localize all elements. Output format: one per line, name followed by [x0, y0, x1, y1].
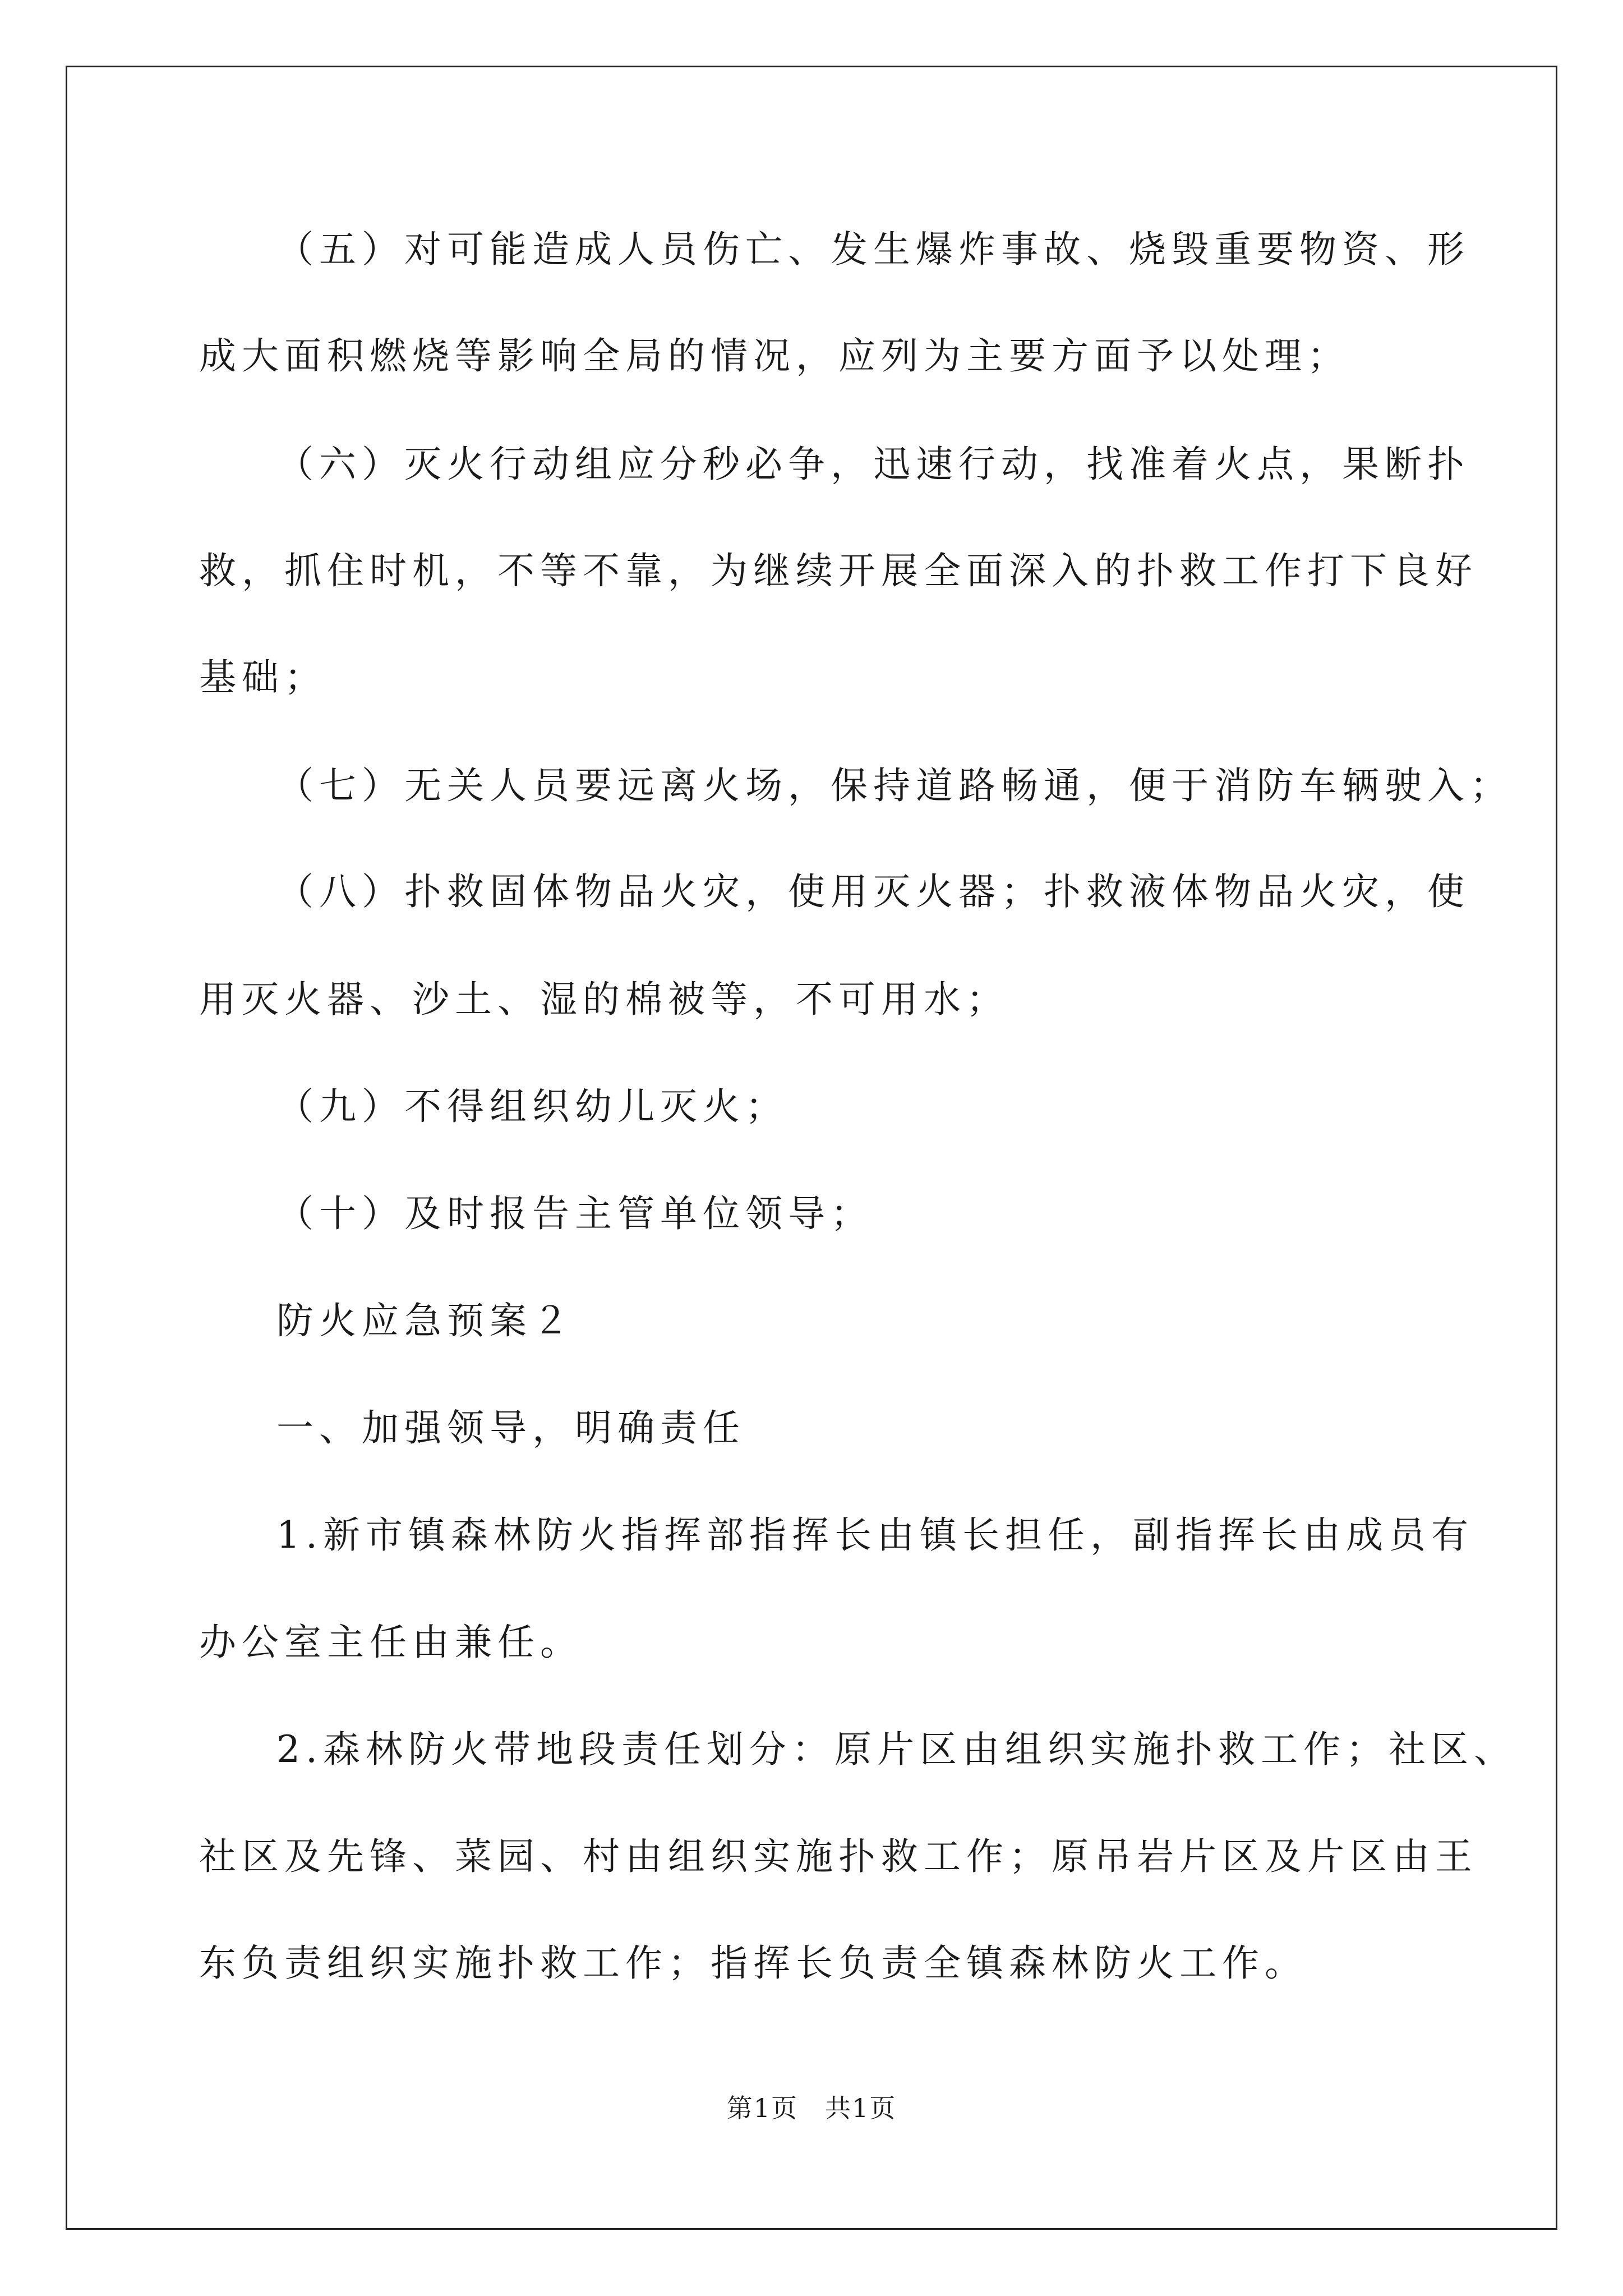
paragraph-line: 救，抓住时机，不等不靠，为继续开展全面深入的扑救工作打下良好 — [199, 549, 1478, 592]
page-footer: 第1页 共1页 — [726, 2093, 897, 2123]
paragraph-line: （八）扑救固体物品火灾，使用灭火器；扑救液体物品火灾，使 — [276, 870, 1470, 913]
page-border — [66, 66, 1557, 2230]
paragraph-line: 基础； — [199, 656, 327, 699]
paragraph-line: 2.森林防火带地段责任划分：原片区由组织实施扑救工作；社区、 — [276, 1728, 1516, 1771]
paragraph-line: 社区及先锋、菜园、村由组织实施扑救工作；原吊岩片区及片区由王 — [199, 1835, 1478, 1878]
paragraph-line: （七）无关人员要远离火场，保持道路畅通，便于消防车辆驶入； — [276, 764, 1513, 807]
paragraph-line: 成大面积燃烧等影响全局的情况，应列为主要方面予以处理； — [199, 334, 1350, 378]
section-title: 防火应急预案２ — [276, 1299, 575, 1342]
paragraph-line: （十）及时报告主管单位领导； — [276, 1192, 873, 1235]
paragraph-line: （九）不得组织幼儿灭火； — [276, 1085, 788, 1128]
paragraph-line: 用灭火器、沙土、湿的棉被等，不可用水； — [199, 978, 1009, 1021]
paragraph-line: 1.新市镇森林防火指挥部指挥长由镇长担任，副指挥长由成员有 — [276, 1513, 1474, 1557]
paragraph-line: （五）对可能造成人员伤亡、发生爆炸事故、烧毁重要物资、形 — [276, 228, 1470, 271]
paragraph-line: 办公室主任由兼任。 — [199, 1621, 583, 1664]
section-heading: 一、加强领导，明确责任 — [276, 1406, 745, 1450]
paragraph-line: （六）灭火行动组应分秒必争，迅速行动，找准着火点，果断扑 — [276, 443, 1470, 486]
paragraph-line: 东负责组织实施扑救工作；指挥长负责全镇森林防火工作。 — [199, 1941, 1307, 1985]
